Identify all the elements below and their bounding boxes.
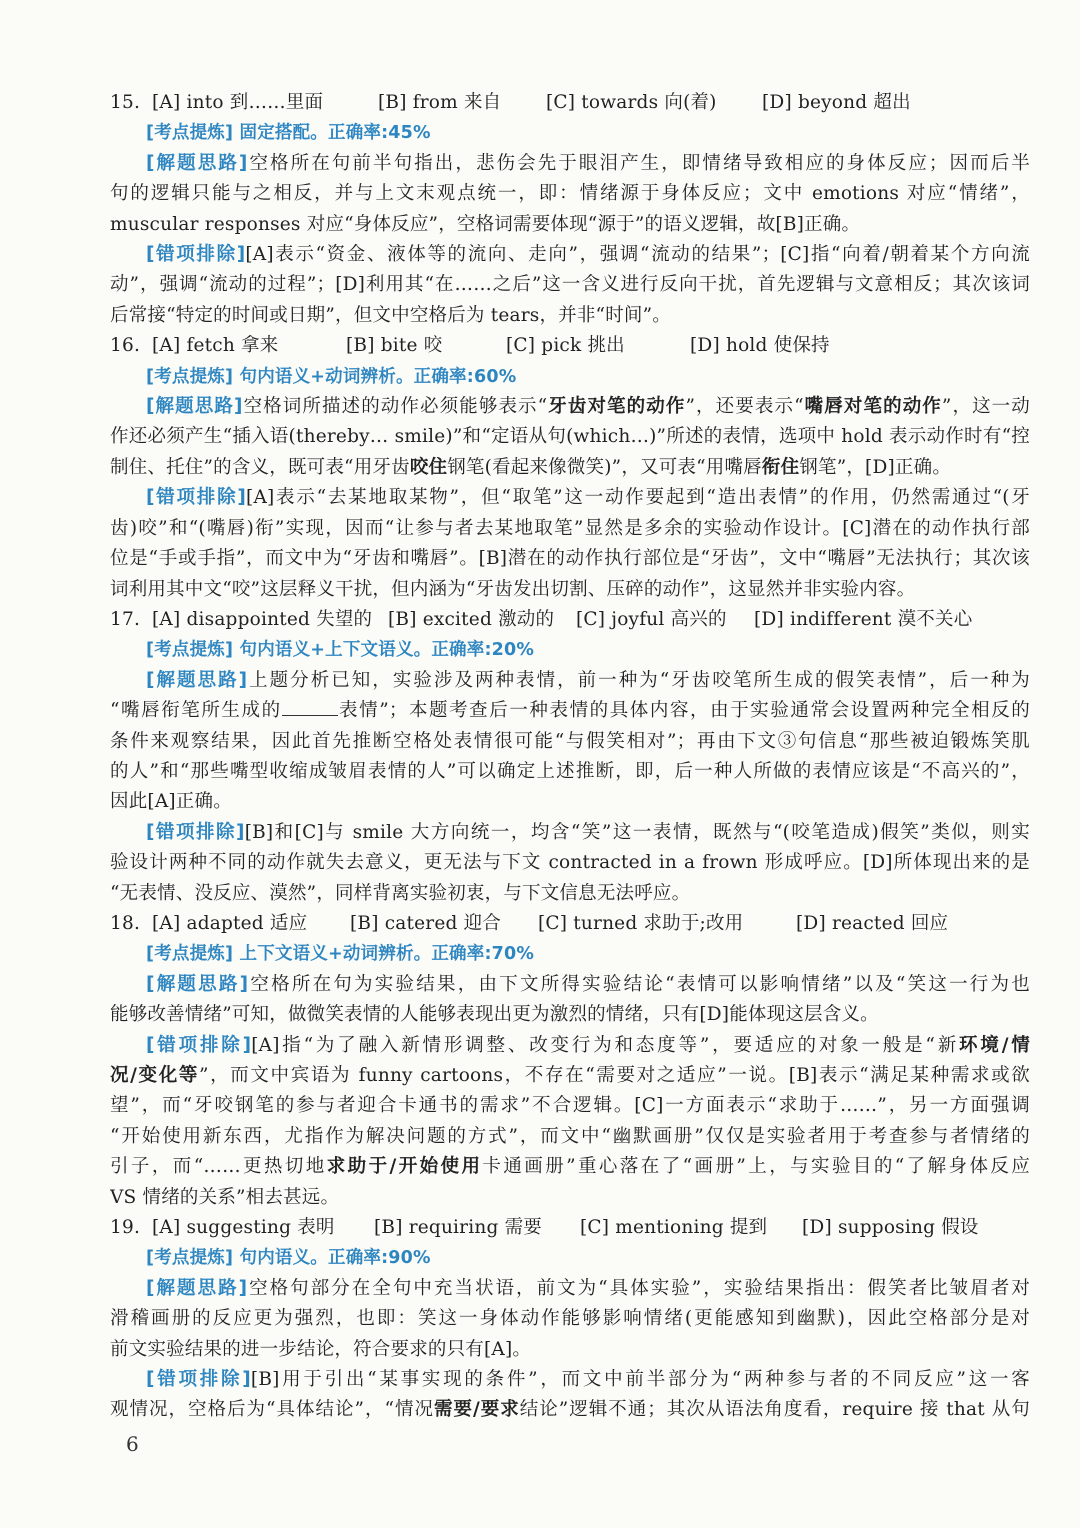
q17-wrong-line: 验设计两种不同的动作就失去意义，更无法与下文 contracted in a frown 形成呼应。[D]所体现出来的是: [110, 852, 1030, 874]
q18-wrong-line: 况/变化等”，而文中宾语为 funny cartoons，不存在“需要对之适应”一说。[B]表示“满足某种需求或欲: [110, 1065, 1030, 1086]
q18-wrong-line: [错项排除][A]指“为了融入新情形调整、改变行为和态度等”，要适应的对象一般是“新环境/情: [146, 1034, 1030, 1056]
q19-wrong-line: 观情况，空格后为“具体结论”，“情况需要/要求结论”逻辑不通；其次从语法角度看，require 接 that 从句: [110, 1399, 1030, 1421]
q16-thinking-line: 作还必须产生“插入语(thereby… smile)”和“定语从句(which…)”所述的表情，选项中 hold 表示动作时有“控: [110, 426, 1030, 448]
q19-thinking-line: 滑稽画册的反应更为强烈，也即：笑这一身体动作能够影响情绪(更能感知到幽默)，因此空格部分是对: [110, 1308, 1030, 1330]
q19-thinking-line: 前文实验结果的进一步结论，符合要求的只有[A]。: [110, 1338, 532, 1360]
q16-thinking-line: 制住、托住”的含义，既可表“用牙齿咬住钢笔(看起来像微笑)”，又可表“用嘴唇衔住钢笔”，[D]正确。: [110, 456, 952, 478]
q16-wrong-line: 齿)咬”和“(嘴唇)衔”实现，因而“让参与者去某地取笔”显然是多余的实验动作设计。[C]潜在的动作执行部: [110, 517, 1030, 539]
q16-wrong-line: [错项排除][A]表示“去某地取某物”，但“取笔”这一动作要起到“造出表情”的作用，仍然需通过“(牙: [146, 487, 1030, 509]
q19-keypoint: [考点提炼] 句内语义。正确率:90%: [146, 1248, 431, 1269]
q18-option-a: [A] adapted 适应: [152, 912, 308, 934]
q15-number: 15.: [110, 92, 141, 113]
q15-keypoint: [考点提炼] 固定搭配。正确率:45%: [146, 123, 431, 144]
q16-wrong-line: 位是“手或手指”，而文中为“牙齿和嘴唇”。[B]潜在的动作执行部位是“牙齿”，文中“嘴唇”无法执行；其次该: [110, 548, 1030, 570]
q19-option-a: [A] suggesting 表明: [152, 1217, 335, 1239]
q19-thinking-line: [解题思路]空格句部分在全句中充当状语，前文为“具体实验”，实验结果指出：假笑者比皱眉者对: [146, 1277, 1030, 1299]
q16-option-b: [B] bite 咬: [346, 335, 443, 357]
q18-number: 18.: [110, 912, 141, 934]
q15-thinking-label: [解题思路]: [146, 152, 248, 174]
q19-number: 19.: [110, 1217, 141, 1239]
q16-keypoint: [考点提炼] 句内语义+动词辨析。正确率:60%: [146, 366, 517, 387]
q18-keypoint: [考点提炼] 上下文语义+动词辨析。正确率:70%: [146, 944, 535, 965]
q17-option-c: [C] joyful 高兴的: [576, 608, 727, 630]
q18-option-b: [B] catered 迎合: [350, 912, 501, 934]
q15-options: [110, 88, 1030, 118]
q17-thinking-line: [解题思路]上题分析已知，实验涉及两种表情，前一种为“牙齿咬笔所生成的假笑表情”，后一种为: [146, 669, 1030, 691]
q17-wrong-line: “无表情、没反应、漠然”，同样背离实验初衷，与下文信息无法呼应。: [110, 882, 691, 904]
q15-option-a: [A] into 到……里面: [152, 92, 324, 113]
q18-wrong-line: 引子，而“……更热切地求助于/开始使用卡通画册”重心落在了“画册”上，与实验目的“了解身体反应: [110, 1156, 1030, 1178]
q18-wrong-line: VS 情绪的关系”相去甚远。: [110, 1186, 340, 1208]
q15-thinking-line: muscular responses 对应“身体反应”，空格词需要体现“源于”的语义逻辑，故[B]正确。: [110, 213, 861, 235]
q15-wrong-line: 动”，强调“流动的过程”；[D]利用其“在……之后”这一含义进行反向干扰，首先逻辑与文意相反；其次该词: [110, 274, 1030, 296]
q16-options: [110, 331, 1030, 361]
q18-wrong-line: 望”，而“牙咬钢笔的参与者迎合卡通书的需求”不合逻辑。[C]一方面表示“求助于……”，另一方面强调: [110, 1095, 1030, 1117]
q18-option-d: [D] reacted 回应: [796, 912, 949, 934]
q19-thinking-label: [解题思路]: [146, 1277, 248, 1299]
q16-number: 16.: [110, 335, 141, 357]
q16-thinking-label: [解题思路]: [146, 396, 243, 418]
q15-wrong-line: 后常接“特定的时间或日期”，但文中空格后为 tears，并非“时间”。: [110, 304, 671, 326]
q16-wrong-line: 词利用其中文“咬”这层释义干扰，但内涵为“牙齿发出切割、压碎的动作”，这显然并非实验内容。: [110, 578, 916, 600]
q15-option-c: [C] towards 向(着): [546, 92, 717, 113]
q16-option-a: [A] fetch 拿来: [152, 335, 279, 357]
q15-wrong-label: [错项排除]: [146, 244, 246, 266]
q17-wrong-line: [错项排除][B]和[C]与 smile 大方向统一，均含“笑”这一表情，既然与“(咬笔造成)假笑”类似，则实: [146, 821, 1030, 843]
q18-options: [110, 909, 1030, 939]
q15-thinking-line: [解题思路]空格所在句前半句指出，悲伤会先于眼泪产生，即情绪导致相应的身体反应；因而后半: [146, 152, 1030, 174]
q17-options: [110, 605, 1030, 635]
q18-thinking-label: [解题思路]: [146, 973, 249, 995]
q19-wrong-line: [错项排除][B]用于引出“某事实现的条件”，而文中前半部分为“两种参与者的不同反应”这一客: [146, 1369, 1030, 1391]
q17-thinking-label: [解题思路]: [146, 669, 248, 691]
q16-option-d: [D] hold 使保持: [690, 335, 830, 357]
q17-keypoint: [考点提炼] 句内语义+上下文语义。正确率:20%: [146, 640, 535, 661]
q17-thinking-line: 条件来观察结果，因此首先推断空格处表情很可能“与假笑相对”；再由下文③句信息“那些被迫锻炼笑肌: [110, 730, 1030, 752]
q16-wrong-label: [错项排除]: [146, 487, 247, 509]
q19-options: [110, 1213, 1030, 1243]
q16-thinking-line: [解题思路]空格词所描述的动作必须能够表示“牙齿对笔的动作”，还要表示“嘴唇对笔的动作”，这一动: [146, 396, 1030, 418]
q19-option-b: [B] requiring 需要: [374, 1217, 542, 1239]
q17-number: 17.: [110, 608, 141, 630]
fill-blank: [282, 697, 338, 716]
q17-thinking-line: “嘴唇衔笔所生成的 表情”；本题考查后一种表情的具体内容，由于实验通常会设置两种完全相反的: [110, 696, 1030, 726]
q19-option-d: [D] supposing 假设: [802, 1217, 979, 1239]
q18-wrong-label: [错项排除]: [146, 1034, 252, 1056]
q17-thinking-line: 因此[A]正确。: [110, 791, 232, 813]
q17-option-b: [B] excited 激动的: [388, 608, 555, 630]
q19-option-c: [C] mentioning 提到: [580, 1217, 768, 1239]
q15-option-b: [B] from 来自: [378, 92, 502, 113]
q15-wrong-line: [错项排除][A]表示“资金、液体等的流向、走向”，强调“流动的结果”；[C]指“向着/朝着某个方向流: [146, 244, 1030, 266]
q18-thinking-line: [解题思路]空格所在句为实验结果，由下文所得实验结论“表情可以影响情绪”以及“笑这一行为也: [146, 973, 1030, 995]
q15-option-d: [D] beyond 超出: [762, 92, 911, 113]
q17-option-d: [D] indifferent 漠不关心: [754, 608, 973, 630]
q17-option-a: [A] disappointed 失望的: [152, 608, 373, 630]
q18-wrong-line: “开始使用新东西，尤指作为解决问题的方式”，而文中“幽默画册”仅仅是实验者用于考查参与者情绪的: [110, 1125, 1030, 1147]
q18-thinking-line: 能够改善情绪”可知，做微笑表情的人能够表现出更为激烈的情绪，只有[D]能体现这层含义。: [110, 1004, 879, 1026]
q15-thinking-line: 句的逻辑只能与之相反，并与上文末观点统一，即：情绪源于身体反应；文中 emotions 对应“情绪”，: [110, 183, 1030, 205]
answer-explanations: [110, 88, 1030, 1426]
q19-wrong-label: [错项排除]: [146, 1369, 251, 1391]
q16-option-c: [C] pick 挑出: [506, 335, 625, 357]
q17-wrong-label: [错项排除]: [146, 821, 245, 843]
page-number: 6: [126, 1432, 139, 1456]
q17-thinking-line: 的人”和“那些嘴型收缩成皱眉表情的人”可以确定上述推断，即，后一种人所做的表情应该是“不高兴的”，: [110, 760, 1030, 782]
q18-option-c: [C] turned 求助于;改用: [538, 912, 744, 934]
